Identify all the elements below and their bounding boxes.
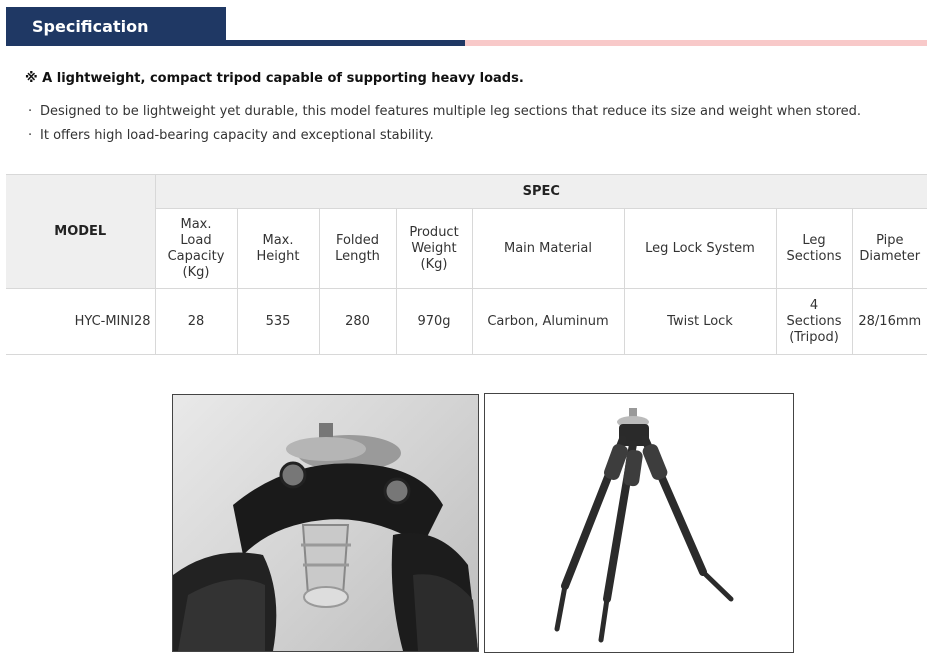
column-header-text: Product Weight (Kg) [409, 224, 459, 272]
column-header-pipe-diameter [852, 209, 927, 289]
cell-max-height: 535 [237, 289, 319, 355]
spec-table [6, 174, 927, 355]
cell-leg-sections [776, 289, 852, 355]
bullet-dot-icon: · [28, 128, 33, 143]
model-header: MODEL [6, 175, 155, 289]
cell-folded-length: 280 [319, 289, 396, 355]
intro-bullet [28, 128, 434, 143]
cell-max-load: 28 [155, 289, 237, 355]
column-header-text: Folded Length [335, 232, 380, 264]
column-header-text: Max. Load Capacity (Kg) [167, 216, 225, 280]
tripod-head-closeup-photo [172, 394, 479, 652]
column-header-text: Leg Sections [786, 232, 842, 264]
model-value: HYC-MINI28 [6, 289, 155, 355]
intro-headline: ※ A lightweight, compact tripod capable of supporting heavy loads. [25, 71, 524, 86]
column-header-max-load [155, 209, 237, 289]
intro-bullet-text: Designed to be lightweight yet durable, this model features multiple leg sections that reduce its size and weight when stored. [40, 104, 862, 119]
intro-bullet [28, 104, 861, 119]
tripod-full-photo [484, 393, 794, 653]
cell-text: 4 Sections (Tripod) [786, 297, 842, 345]
cell-leg-lock: Twist Lock [624, 289, 776, 355]
header-underline-pink [465, 40, 927, 46]
bullet-dot-icon: · [28, 104, 33, 119]
header-underline-navy [226, 40, 465, 46]
column-header-max-height [237, 209, 319, 289]
column-header-main-material: Main Material [472, 209, 624, 289]
cell-main-material: Carbon, Aluminum [472, 289, 624, 355]
column-header-leg-sections [776, 209, 852, 289]
column-header-folded-length [319, 209, 396, 289]
table-row [6, 289, 927, 355]
column-header-product-weight [396, 209, 472, 289]
intro-bullet-text: It offers high load-bearing capacity and exceptional stability. [40, 128, 434, 143]
cell-pipe-diameter: 28/16mm [852, 289, 927, 355]
column-header-text: Max. Height [256, 232, 300, 264]
column-header-leg-lock: Leg Lock System [624, 209, 776, 289]
section-title: Specification [32, 17, 149, 36]
cell-product-weight: 970g [396, 289, 472, 355]
column-header-text: Pipe Diameter [859, 232, 921, 264]
spec-header: SPEC [155, 175, 927, 209]
